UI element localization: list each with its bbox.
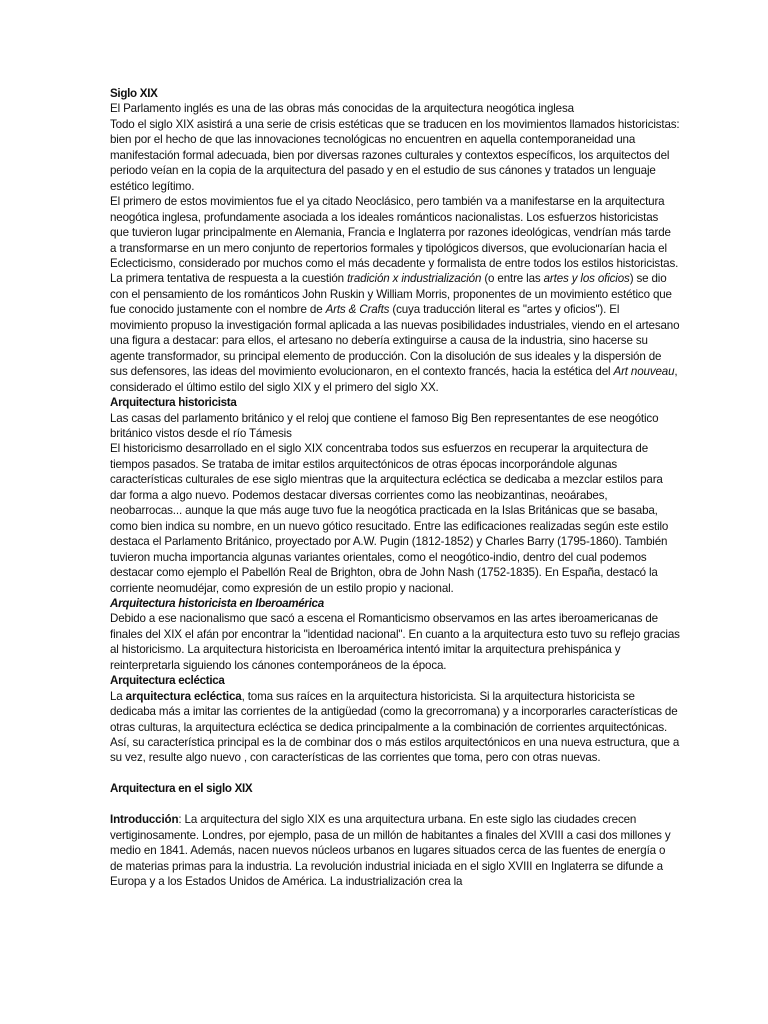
paragraph <box>110 271 680 395</box>
paragraph: Todo el siglo XIX asistirá a una serie de crisis estéticas que se traducen en los movimientos llamados historicistas: bien por el hecho de que las innovaciones tecnológicas no encuentren en aquella contemporaneidad una manifestación formal adecuada, bien por diversas razones culturales y contextos específicos, los arquitectos del periodo veían en la copia de la arquitectura del pasado y en el estudio de sus cánones y tratados un lenguaje estético legítimo. <box>110 117 680 193</box>
paragraph: El Parlamento inglés es una de las obras más conocidas de la arquitectura neogótica inglesa <box>110 102 574 116</box>
bold-term: arquitectura ecléctica <box>125 689 242 703</box>
document-body <box>110 86 680 890</box>
heading-arquitectura-eclectica: Arquitectura ecléctica <box>110 674 225 688</box>
text-run: (cuya traducción literal es "artes y oficios"). El movimiento propuso la investigación formal aplicada a las nuevas posibilidades industriales, viendo en el artesano una figura a destacar: para ellos, el artesano no debería extinguirse a causa de la industria, sino hacerse su agente transformador, su principal elemento de producción. Con la disolución de sus ideales y la dispersión de sus defensores, las ideas del movimiento evolucionaron, en el contexto francés, hacia la estética del <box>110 303 680 379</box>
paragraph <box>110 812 680 889</box>
text-run: , considerado el último estilo del siglo XIX y el primero del siglo XX. <box>110 365 678 394</box>
text-run: ) se dio con el pensamiento de los románticos John Ruskin y William Morris, proponentes de un movimiento estético que fue conocido justamente con el nombre de <box>110 272 672 317</box>
italic-term: tradición x industrialización <box>347 272 482 286</box>
italic-term: Arts & Crafts <box>325 303 390 317</box>
spacer <box>110 797 680 812</box>
paragraph: Debido a ese nacionalismo que sacó a escena el Romanticismo observamos en las artes iberoamericanas de finales del XIX el afán por encontrar la "identidad nacional". En cuanto a la arquitectura esto tuvo su reflejo gracias al historicismo. La arquitectura historicista en Iberoamérica intentó imitar la arquitectura prehispánica y reinterpretarla siguiendo los cánones contemporáneos de la época. <box>110 612 680 672</box>
bold-label: Introducción <box>110 813 179 827</box>
text-run: , toma sus raíces en la arquitectura historicista. Si la arquitectura historicista se dedicaba más a imitar las corrientes de la antigüedad (como la grecorromana) y a incorporarles características de otras culturas, la arquitectura ecléctica se dedica principalmente a la combinación de corrientes arquitectónicas. Así, su característica principal es la de combinar dos o más estilos arquitectónicos en una nueva estructura, que a su vez, resulte algo nuevo , con características de las corrientes que toma, pero con otras nuevas. <box>110 689 680 765</box>
heading-arquitectura-historicista: Arquitectura historicista <box>110 396 237 410</box>
paragraph <box>110 689 680 766</box>
paragraph: El historicismo desarrollado en el siglo XIX concentraba todos sus esfuerzos en recuperar la arquitectura de tiempos pasados. Se trataba de imitar estilos arquitectónicos de otras épocas incorporándole algunas características culturales de ese siglo mientras que la arquitectura ecléctica se dedicaba a mezclar estilos para dar forma a algo nuevo. Podemos destacar diversas corrientes como las neobizantinas, neoárabes, neobarrocas... aunque la que más auge tuvo fue la neogótica practicada en la Islas Británicas que se basaba, como bien indica su nombre, en un nuevo gótico resucitado. Entre las edificaciones realizadas según este estilo destaca el Parlamento Británico, proyectado por A.W. Pugin (1812-1852) y Charles Barry (1795-1860). También tuvieron mucha importancia algunas variantes orientales, como el neogótico-indio, dentro del cual podemos destacar como ejemplo el Pabellón Real de Brighton, obra de John Nash (1752-1835). En España, destacó la corriente neomudéjar, como expresión de un estilo propio y nacional. <box>110 442 669 595</box>
heading-historicista-iberoamerica: Arquitectura historicista en Iberoamérica <box>110 596 324 610</box>
text-run: La primera tentativa de respuesta a la cuestión <box>110 272 348 286</box>
italic-term: Art nouveau <box>613 365 675 379</box>
heading-arquitectura-siglo-xix: Arquitectura en el siglo XIX <box>110 782 253 796</box>
text-run: (o entre las <box>481 272 544 286</box>
text-run: : La arquitectura del siglo XIX es una arquitectura urbana. En este siglo las ciudades crecen vertiginosamente. Londres, por ejemplo, pasa de un millón de habitantes a finales del XVIII a casi dos millones y medio en 1841. Además, nacen nuevos núcleos urbanos en lugares situados cerca de las fuentes de energía o de materias primas para la industria. La revolución industrial iniciada en el siglo XVIII en Inglaterra se difunde a Europa y a los Estados Unidos de América. La industrialización crea la <box>110 813 671 889</box>
text-run: La <box>110 689 126 703</box>
italic-term: artes y los oficios <box>543 272 630 286</box>
paragraph: Las casas del parlamento británico y el reloj que contiene el famoso Big Ben representantes de ese neogótico británico vistos desde el río Támesis <box>110 411 659 440</box>
paragraph: El primero de estos movimientos fue el ya citado Neoclásico, pero también va a manifestarse en la arquitectura neogótica inglesa, profundamente asociada a los ideales románticos nacionalistas. Los esfuerzos historicistas que tuvieron lugar principalmente en Alemania, Francia e Inglaterra por razones ideológicas, vendrían más tarde a transformarse en un mero conjunto de repertorios formales y tipológicos diversos, que evolucionarían hacia el Eclecticismo, considerado por muchos como el más decadente y formalista de entre todos los estilos historicistas. <box>110 195 679 270</box>
heading-siglo-xix: Siglo XIX <box>110 87 158 100</box>
spacer <box>110 766 680 781</box>
